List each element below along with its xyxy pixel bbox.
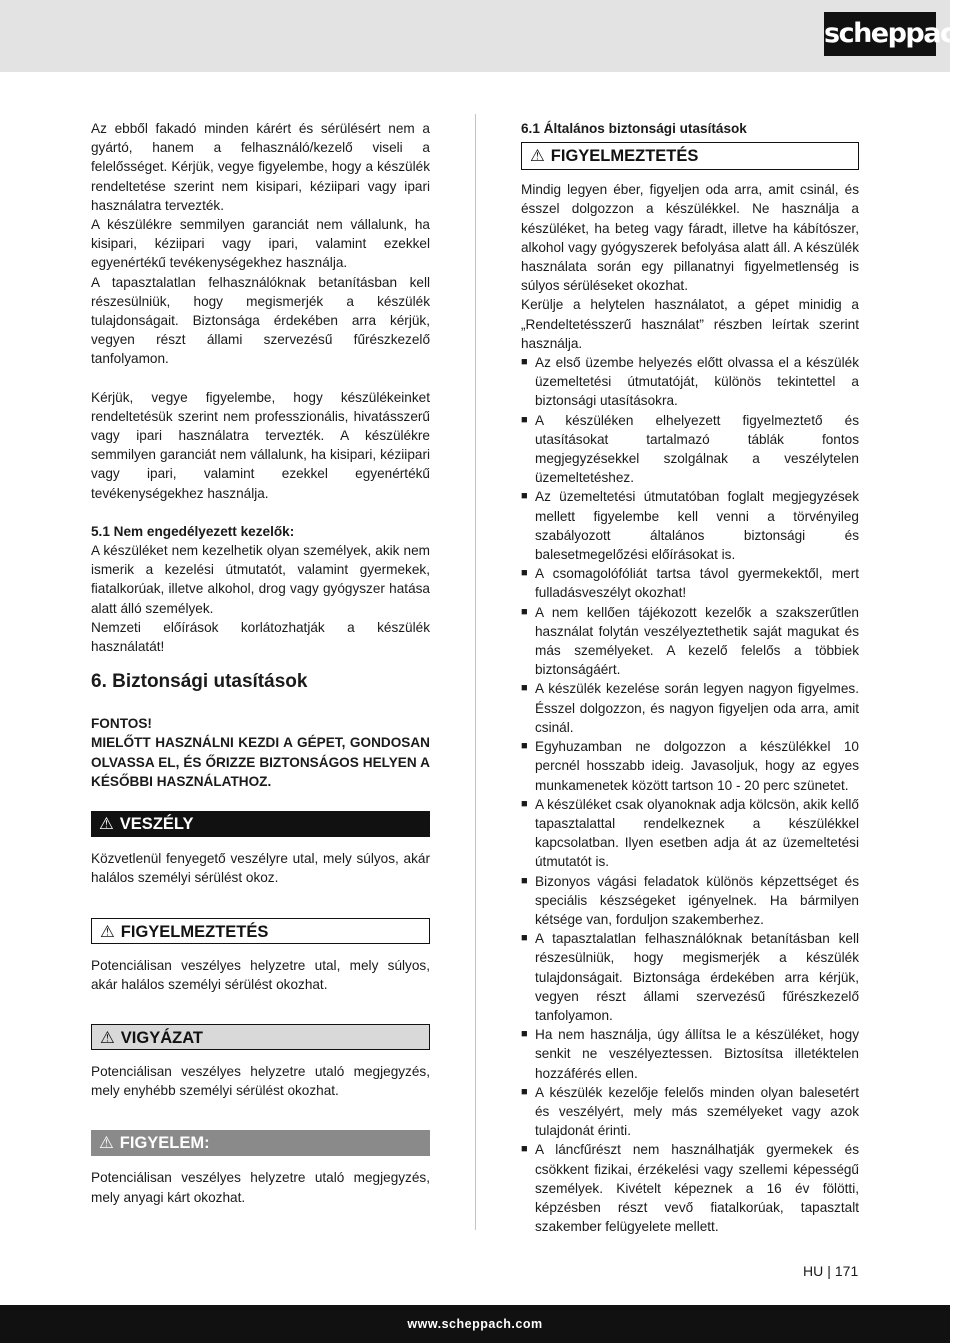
warning-box bbox=[521, 142, 859, 170]
warning-triangle-icon: ⚠ bbox=[100, 922, 115, 941]
paragraph: Kerülje a helytelen használatot, a gépet minidig a „Rendeltetésszerű használat” részben leírtak szerint használja. bbox=[521, 297, 859, 351]
list-item: ■ A készülék kezelője felelős minden olyan balesetért és veszélyért, mely más személyeket vagy azok tulajdonát érinti. bbox=[521, 1084, 859, 1139]
column-divider bbox=[475, 114, 476, 1230]
danger-box bbox=[91, 811, 430, 837]
section-5-1-title: 5.1 Nem engedélyezett kezelők: bbox=[91, 523, 295, 539]
danger-label: VESZÉLY bbox=[119, 815, 194, 834]
bullet-square-icon: ■ bbox=[521, 874, 528, 887]
warning-triangle-icon: ⚠ bbox=[99, 1134, 114, 1153]
list-item: ■ A tapasztalatlan felhasználóknak betanításban kell részesülniük, hogy megismerjék a készülék tulajdonságait. Biztonsága érdekében arra kérjük, vegyen részt állami szervezésű fűrészkezelő tanfolyamon. bbox=[521, 931, 859, 1023]
bullet-square-icon: ■ bbox=[521, 567, 528, 580]
list-item: ■ A csomagolófóliát tartsa távol gyermekektől, mert fulladásveszélyt okozhat! bbox=[521, 566, 859, 601]
caution-box bbox=[91, 1024, 430, 1050]
list-item: ■ A láncfűrészt nem használhatják gyermekek és csökkent fizikai, érzékelési vagy szellemi képességű személyek. Kivételt képeznek a 16 év fölötti, képzésben részt vevő fiatalkorúak, tapasztalt szakember felügyelete mellett. bbox=[521, 1142, 859, 1235]
list-item: ■ A készülék kezelése során legyen nagyon figyelmes. Ésszel dolgozzon, és nagyon figyeljen oda arra, amit csinál. bbox=[521, 681, 859, 735]
left-column bbox=[91, 119, 430, 1207]
paragraph: Kérjük, vegye figyelembe, hogy készülékeinket rendeltetésük szerint nem professzionális, hivatásszerű vagy ipari használatra tervezték. A készülékre semmilyen garanciát nem vállalunk, ha kisipari, kéziipari vagy ipari, valamint ezekkel egyenértékű tevékenységekhez használja. bbox=[91, 389, 430, 501]
list-item: ■ Az üzemeltetési útmutatóban foglalt megjegyzések mellett figyelembe kell venni a törvényileg szabályozott általános biztonsági és balesetmegelőzési előírásokat is. bbox=[521, 489, 859, 563]
paragraph: A készülékre semmilyen garanciát nem vállalunk, ha kisipari, kéziipari vagy ipari, valamint ezekkel egyenértékű tevékenységekhez használja. bbox=[91, 217, 430, 271]
bullet-square-icon: ■ bbox=[521, 797, 528, 810]
bullet-square-icon: ■ bbox=[521, 413, 528, 426]
warning-box bbox=[91, 918, 430, 944]
language-code: HU bbox=[803, 1263, 824, 1279]
notice-label: FIGYELEM: bbox=[119, 1134, 210, 1153]
section-6-1-title: 6.1 Általános biztonsági utasítások bbox=[521, 121, 747, 136]
bullet-square-icon: ■ bbox=[521, 1143, 528, 1156]
warning-label: FIGYELMEZTETÉS bbox=[550, 147, 699, 166]
caution-text: Potenciálisan veszélyes helyzetre utaló megjegyzés, mely enyhébb személyi sérülést okozhat. bbox=[91, 1063, 430, 1099]
important-label: FONTOS! bbox=[91, 716, 152, 732]
warning-label: FIGYELMEZTETÉS bbox=[120, 922, 269, 941]
bullet-square-icon: ■ bbox=[521, 682, 528, 695]
safety-list bbox=[521, 353, 859, 1236]
bullet-square-icon: ■ bbox=[521, 1085, 528, 1098]
section-6-title: 6. Biztonsági utasítások bbox=[91, 671, 308, 693]
paragraph: A készüléket nem kezelhetik olyan személyek, akik nem ismerik a kezelési útmutatót, valamint gyermekek, fiatalkorúak, illetve alkohol, drog vagy gyógyszer hatása alatt álló személyek. bbox=[91, 543, 430, 616]
page-number: HU | 171 bbox=[803, 1263, 859, 1279]
list-item: ■ A készüléken elhelyezett figyelmeztető és utasításokat tartalmazó táblák fontos megjegyzésekkel szolgálnak a veszélytelen üzemeltetéshez. bbox=[521, 412, 859, 486]
page-number-value: 171 bbox=[834, 1263, 859, 1279]
danger-text: Közvetlenül fenyegető veszélyre utal, mely súlyos, akár halálos személyi sérülést okoz. bbox=[91, 851, 430, 886]
warning-text: Potenciálisan veszélyes helyzetre utal, mely súlyos, akár halálos személyi sérülést okozhat. bbox=[91, 957, 430, 992]
list-item: ■ A készüléket csak olyanoknak adja kölcsön, akik kellő tapasztalattal rendelkeznek a készülékkel kapcsolatban. Ilyen esetben adja át az üzemeltetési útmutatót is. bbox=[521, 796, 859, 870]
bullet-square-icon: ■ bbox=[521, 740, 528, 753]
list-item: ■ A nem kellően tájékozott kezelők a szakszerűtlen használat folytán veszélyeztethetik saját magukat és más személyeket. A kezelő felelős a többiek biztonságáért. bbox=[521, 604, 859, 678]
paragraph: Mindig legyen éber, figyeljen oda arra, amit csinál, és ésszel dolgozzon a készülékkel. Ne használja a készüléket, ha beteg vagy fáradt, illetve ha kábítószer, alkohol vagy gyógyszerek befolyása alatt áll. A készülék használata során egy pillanatnyi figyelmetlenség is súlyos sérüléseket okozhat. bbox=[521, 182, 859, 294]
warning-triangle-icon: ⚠ bbox=[530, 147, 545, 166]
paragraph: Az ebből fakadó minden kárért és sérülésért nem a gyártó, hanem a felhasználó/kezelő viseli a felelősséget. Kérjük, vegye figyelembe, hogy a készülék rendeltetése szerint nem kisipari, kéziipari vagy ipari használatra tervezték. bbox=[91, 121, 430, 213]
right-column bbox=[521, 119, 859, 1236]
list-item: ■ Ha nem használja, úgy állítsa le a készüléket, hogy senkit ne veszélyeztessen. Biztosítsa illetéktelen hozzáférés ellen. bbox=[521, 1027, 859, 1081]
notice-text: Potenciálisan veszélyes helyzetre utaló megjegyzés, mely anyagi kárt okozhat. bbox=[91, 1170, 430, 1205]
list-item: ■ Egyhuzamban ne dolgozzon a készülékkel 10 percnél hosszabb ideig. Javasoljuk, hogy az egyes munkamenetek között tartson 10 - 20 perc szünetet. bbox=[521, 739, 859, 793]
paragraph: A tapasztalatlan felhasználóknak betanításban kell részesülniük, hogy megismerjék a készülék tulajdonságait. Biztonsága érdekében arra kérjük, vegyen részt állami szervezésű fűrészkezelő tanfolyamon. bbox=[91, 274, 430, 367]
bullet-square-icon: ■ bbox=[521, 932, 528, 945]
bullet-square-icon: ■ bbox=[521, 356, 528, 369]
header-bar bbox=[0, 0, 972, 72]
warning-triangle-icon: ⚠ bbox=[99, 815, 114, 834]
paragraph: Nemzeti előírások korlátozhatják a készülék használatát! bbox=[91, 619, 430, 655]
notice-box bbox=[91, 1130, 430, 1156]
brand-logo[interactable]: scheppach bbox=[824, 12, 936, 56]
warning-triangle-icon: ⚠ bbox=[100, 1028, 115, 1047]
important-notice: MIELŐTT HASZNÁLNI KEZDI A GÉPET, GONDOSAN OLVASSA EL, ÉS ŐRIZZE BIZTONSÁGOS HELYEN A KÉSŐBBI HASZNÁLATHOZ. bbox=[91, 735, 430, 789]
bullet-square-icon: ■ bbox=[521, 490, 528, 503]
website-link[interactable]: www.scheppach.com bbox=[407, 1317, 543, 1331]
caution-label: VIGYÁZAT bbox=[120, 1028, 203, 1047]
footer-bar bbox=[0, 1305, 950, 1343]
bullet-square-icon: ■ bbox=[521, 1028, 528, 1041]
list-item: ■ Bizonyos vágási feladatok különös képzettséget és speciális készségeket igényelnek. Ha bármilyen kétsége van, forduljon szakemberhez. bbox=[521, 873, 859, 927]
bullet-square-icon: ■ bbox=[521, 605, 528, 618]
list-item: ■ Az első üzembe helyezés előtt olvassa el a készülék üzemeltetési útmutatóját, különös tekintettel a biztonsági utasításokra. bbox=[521, 355, 859, 409]
